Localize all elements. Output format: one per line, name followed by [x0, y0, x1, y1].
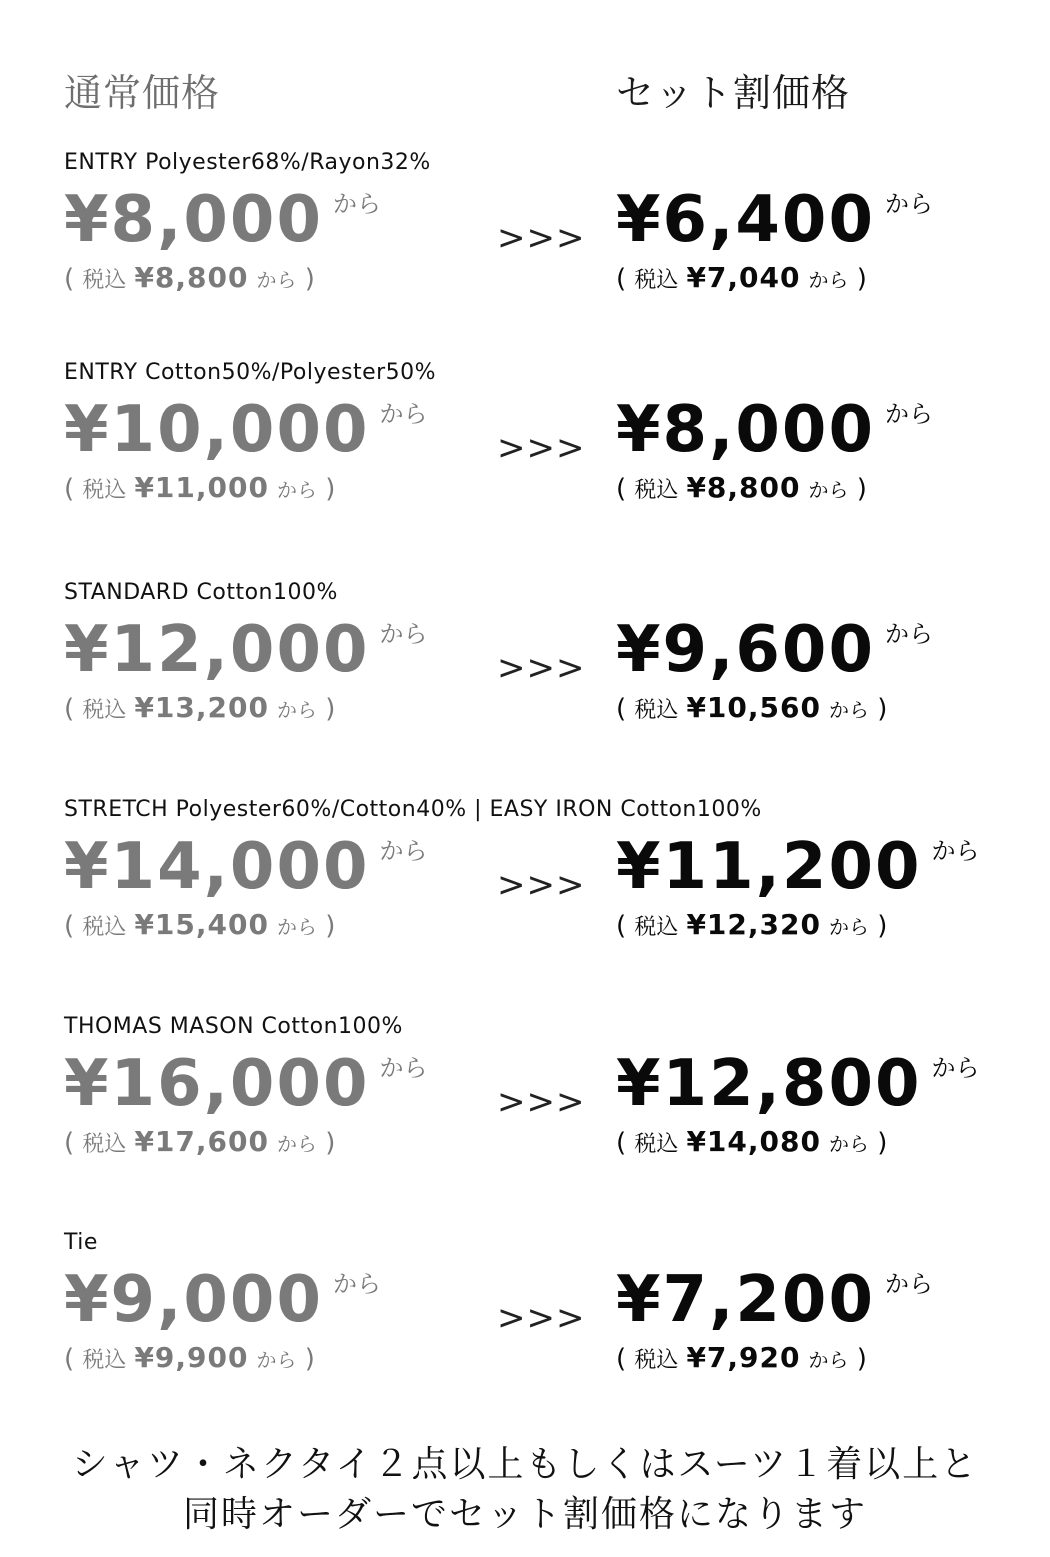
set-price: ¥7,200 — [616, 1263, 875, 1337]
set-tax-line — [616, 471, 1036, 504]
arrow-indicator: >>> — [497, 428, 586, 468]
tax-suffix: から — [808, 478, 849, 502]
paren-open: ( — [64, 1128, 83, 1158]
regular-tax-line — [64, 1341, 484, 1374]
tax-suffix: から — [828, 915, 869, 939]
set-price-suffix: から — [884, 620, 933, 648]
regular-tax-price: ¥8,800 — [134, 261, 249, 294]
paren-open: ( — [64, 911, 83, 941]
paren-open: ( — [616, 264, 635, 294]
regular-price: ¥12,000 — [64, 613, 370, 687]
paren-open: ( — [616, 474, 635, 504]
set-price-block — [616, 1047, 1036, 1158]
set-price: ¥9,600 — [616, 613, 875, 687]
regular-tax-price: ¥13,200 — [134, 691, 269, 724]
paren-close: ) — [316, 694, 336, 724]
regular-price: ¥14,000 — [64, 830, 370, 904]
tax-suffix: から — [808, 268, 849, 292]
paren-close: ) — [296, 1344, 315, 1374]
tax-suffix: から — [276, 698, 317, 722]
tax-suffix: から — [256, 1348, 297, 1372]
set-tax-price: ¥8,800 — [686, 471, 801, 504]
set-price-suffix: から — [931, 837, 980, 865]
tax-label: 税込 — [634, 1132, 679, 1157]
set-tax-price: ¥10,560 — [686, 691, 821, 724]
regular-price: ¥9,000 — [64, 1263, 323, 1337]
paren-close: ) — [316, 1128, 336, 1158]
price-item — [0, 1014, 1050, 1194]
paren-close: ) — [868, 911, 888, 941]
item-name: STANDARD Cotton100% — [64, 580, 338, 605]
regular-tax-line — [64, 261, 484, 294]
tax-suffix: から — [808, 1348, 849, 1372]
regular-price-suffix: から — [379, 1054, 428, 1082]
set-tax-line — [616, 908, 1036, 941]
tax-label: 税込 — [82, 478, 127, 503]
regular-price-block — [64, 613, 484, 724]
tax-label: 税込 — [82, 268, 127, 293]
regular-price: ¥10,000 — [64, 393, 370, 467]
paren-close: ) — [848, 1344, 867, 1374]
set-price-suffix: から — [884, 190, 933, 218]
item-name: THOMAS MASON Cotton100% — [64, 1014, 403, 1039]
set-price: ¥8,000 — [616, 393, 875, 467]
regular-price-block — [64, 183, 484, 294]
set-tax-line — [616, 691, 1036, 724]
regular-tax-line — [64, 471, 484, 504]
paren-close: ) — [848, 264, 867, 294]
tax-label: 税込 — [82, 698, 127, 723]
set-price: ¥6,400 — [616, 183, 875, 257]
set-price-block — [616, 613, 1036, 724]
item-name: ENTRY Polyester68%/Rayon32% — [64, 150, 431, 175]
paren-open: ( — [616, 694, 635, 724]
set-price-block — [616, 393, 1036, 504]
footer-line-2: 同時オーダーでセット割価格になります — [182, 1494, 867, 1535]
set-tax-line — [616, 1341, 1036, 1374]
set-tax-price: ¥14,080 — [686, 1125, 821, 1158]
set-tax-price: ¥7,920 — [686, 1341, 801, 1374]
regular-price-block — [64, 393, 484, 504]
regular-price-block — [64, 1263, 484, 1374]
price-item — [0, 797, 1050, 977]
arrow-indicator: >>> — [497, 865, 586, 905]
paren-close: ) — [316, 911, 336, 941]
paren-close: ) — [296, 264, 315, 294]
regular-price: ¥8,000 — [64, 183, 323, 257]
arrow-indicator: >>> — [497, 648, 586, 688]
regular-tax-line — [64, 1125, 484, 1158]
tax-label: 税込 — [634, 478, 679, 503]
regular-tax-price: ¥9,900 — [134, 1341, 249, 1374]
set-price-heading: セット割価格 — [616, 71, 851, 115]
regular-price-suffix: から — [379, 620, 428, 648]
regular-price-suffix: から — [332, 1270, 381, 1298]
tax-suffix: から — [828, 698, 869, 722]
set-price: ¥12,800 — [616, 1047, 922, 1121]
regular-price-heading: 通常価格 — [64, 71, 221, 115]
set-tax-price: ¥7,040 — [686, 261, 801, 294]
item-name: Tie — [64, 1230, 98, 1255]
tax-label: 税込 — [634, 915, 679, 940]
footer-line-1: シャツ・ネクタイ２点以上もしくはスーツ１着以上と — [71, 1444, 979, 1485]
tax-suffix: から — [276, 478, 317, 502]
tax-label: 税込 — [82, 1348, 127, 1373]
regular-price-suffix: から — [332, 190, 381, 218]
paren-close: ) — [868, 694, 888, 724]
tax-suffix: から — [276, 915, 317, 939]
set-price-block — [616, 1263, 1036, 1374]
arrow-indicator: >>> — [497, 218, 586, 258]
tax-label: 税込 — [82, 915, 127, 940]
set-price: ¥11,200 — [616, 830, 922, 904]
set-price-block — [616, 183, 1036, 294]
tax-label: 税込 — [82, 1132, 127, 1157]
tax-suffix: から — [276, 1132, 317, 1156]
tax-label: 税込 — [634, 698, 679, 723]
paren-open: ( — [616, 1128, 635, 1158]
paren-close: ) — [868, 1128, 888, 1158]
tax-suffix: から — [828, 1132, 869, 1156]
regular-tax-line — [64, 691, 484, 724]
set-tax-price: ¥12,320 — [686, 908, 821, 941]
set-price-suffix: から — [884, 1270, 933, 1298]
tax-label: 税込 — [634, 268, 679, 293]
paren-open: ( — [64, 1344, 83, 1374]
footer-note — [0, 1440, 1050, 1540]
item-name: ENTRY Cotton50%/Polyester50% — [64, 360, 437, 385]
regular-tax-price: ¥15,400 — [134, 908, 269, 941]
set-price-block — [616, 830, 1036, 941]
price-item — [0, 580, 1050, 760]
paren-open: ( — [616, 1344, 635, 1374]
regular-price-block — [64, 830, 484, 941]
regular-price-suffix: から — [379, 400, 428, 428]
regular-price: ¥16,000 — [64, 1047, 370, 1121]
regular-price-suffix: から — [379, 837, 428, 865]
paren-open: ( — [64, 694, 83, 724]
price-item — [0, 150, 1050, 330]
tax-label: 税込 — [634, 1348, 679, 1373]
regular-tax-price: ¥17,600 — [134, 1125, 269, 1158]
regular-price-block — [64, 1047, 484, 1158]
tax-suffix: から — [256, 268, 297, 292]
set-tax-line — [616, 261, 1036, 294]
regular-tax-line — [64, 908, 484, 941]
paren-close: ) — [316, 474, 336, 504]
regular-tax-price: ¥11,000 — [134, 471, 269, 504]
paren-close: ) — [848, 474, 867, 504]
price-item — [0, 360, 1050, 540]
set-price-suffix: から — [931, 1054, 980, 1082]
paren-open: ( — [64, 264, 83, 294]
price-item — [0, 1230, 1050, 1410]
item-name: STRETCH Polyester60%/Cotton40% | EASY IRON Cotton100% — [64, 797, 762, 822]
paren-open: ( — [616, 911, 635, 941]
arrow-indicator: >>> — [497, 1082, 586, 1122]
arrow-indicator: >>> — [497, 1298, 586, 1338]
paren-open: ( — [64, 474, 83, 504]
set-price-suffix: から — [884, 400, 933, 428]
set-tax-line — [616, 1125, 1036, 1158]
